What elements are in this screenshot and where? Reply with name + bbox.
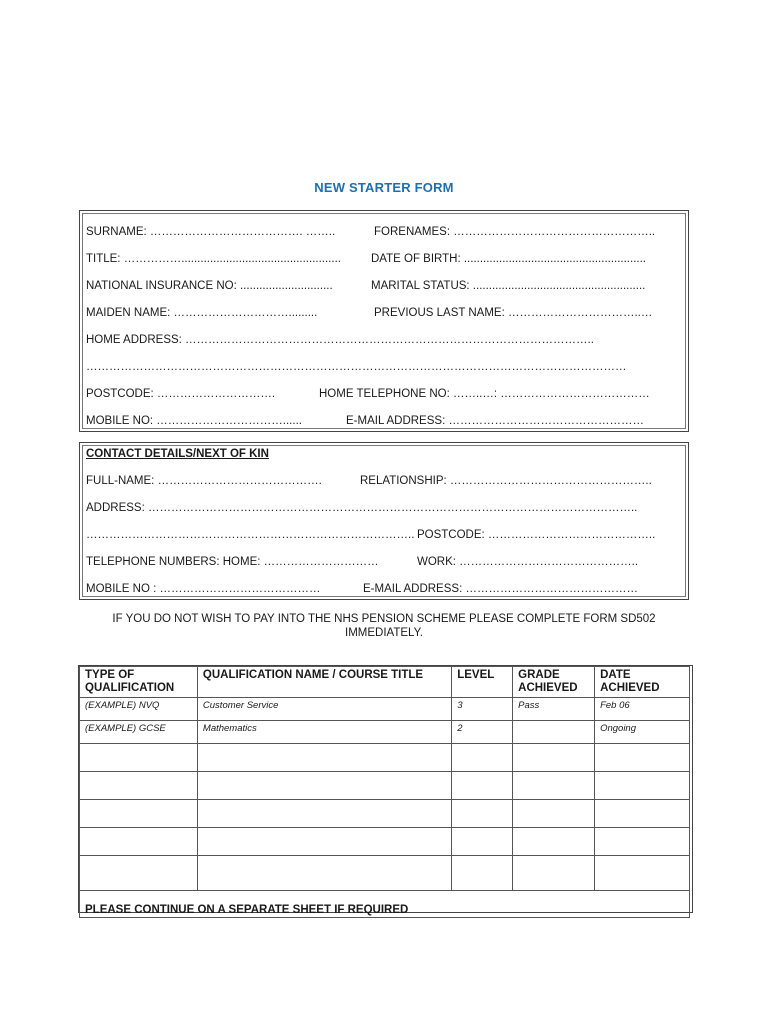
home-telephone-field[interactable]: HOME TELEPHONE NO: ……..…: …………………………………: [319, 388, 650, 400]
cell-name[interactable]: [197, 800, 451, 828]
cell-grade[interactable]: Pass: [513, 698, 595, 721]
kin-mobile-field[interactable]: MOBILE NO : ……………………………………: [86, 583, 321, 595]
cell-type[interactable]: [80, 828, 198, 856]
cell-level[interactable]: [452, 772, 513, 800]
national-insurance-field[interactable]: NATIONAL INSURANCE NO: .............................: [86, 280, 333, 292]
surname-field[interactable]: SURNAME: …………………………………. ……..: [86, 226, 336, 238]
kin-telephone-work-field[interactable]: WORK: ………………………………………..: [417, 556, 639, 568]
kin-telephone-home-field[interactable]: TELEPHONE NUMBERS: HOME: …………………………: [86, 556, 379, 568]
cell-name[interactable]: [197, 744, 451, 772]
cell-name[interactable]: Mathematics: [197, 721, 451, 744]
cell-type[interactable]: [80, 856, 198, 891]
mobile-field[interactable]: MOBILE NO: ……………………………......: [86, 415, 302, 427]
next-of-kin-section: [79, 442, 689, 600]
email-field[interactable]: E-MAIL ADDRESS: ……………………………………………: [346, 415, 644, 427]
header-name: QUALIFICATION NAME / COURSE TITLE: [197, 667, 451, 698]
previous-last-name-field[interactable]: PREVIOUS LAST NAME: ……………………………..…: [374, 307, 653, 319]
pension-note-line1: IF YOU DO NOT WISH TO PAY INTO THE NHS PENSION SCHEME PLEASE COMPLETE FORM SD502: [112, 613, 656, 625]
cell-date[interactable]: Feb 06: [595, 698, 690, 721]
cell-date[interactable]: Ongoing: [595, 721, 690, 744]
cell-type[interactable]: [80, 744, 198, 772]
header-grade: GRADE ACHIEVED: [513, 667, 595, 698]
table-footer-row: [80, 891, 690, 918]
cell-name[interactable]: Customer Service: [197, 698, 451, 721]
cell-name[interactable]: [197, 856, 451, 891]
table-row: [80, 800, 690, 828]
header-level: LEVEL: [452, 667, 513, 698]
cell-grade[interactable]: [513, 828, 595, 856]
cell-level[interactable]: 3: [452, 698, 513, 721]
marital-status-field[interactable]: MARITAL STATUS: ......................................................: [371, 280, 646, 292]
table-row: [80, 772, 690, 800]
table-row: [80, 856, 690, 891]
kin-address-field[interactable]: ADDRESS: ………………………………………………………………………………………………………………..: [86, 502, 638, 514]
home-address-field[interactable]: HOME ADDRESS: ……………………………………………………………………………………………..: [86, 334, 594, 346]
forenames-field[interactable]: FORENAMES: ……………………………………………..: [374, 226, 656, 238]
kin-relationship-field[interactable]: RELATIONSHIP: ……………………………………………..: [360, 475, 652, 487]
cell-name[interactable]: [197, 828, 451, 856]
cell-type[interactable]: (EXAMPLE) GCSE: [80, 721, 198, 744]
continue-note: PLEASE CONTINUE ON A SEPARATE SHEET IF REQUIRED: [80, 891, 690, 918]
personal-details-section: [79, 210, 689, 432]
cell-level[interactable]: [452, 856, 513, 891]
qualifications-header-row: [80, 667, 690, 698]
kin-heading: CONTACT DETAILS/NEXT OF KIN: [86, 448, 269, 460]
pension-note-line2: IMMEDIATELY.: [345, 627, 423, 639]
title-field[interactable]: TITLE: ……………..................................................: [86, 253, 341, 265]
cell-date[interactable]: [595, 772, 690, 800]
cell-grade[interactable]: [513, 856, 595, 891]
table-row: [80, 828, 690, 856]
cell-date[interactable]: [595, 828, 690, 856]
table-row: [80, 698, 690, 721]
header-type: TYPE OF QUALIFICATION: [80, 667, 198, 698]
kin-email-field[interactable]: E-MAIL ADDRESS: ………………………………………: [363, 583, 638, 595]
cell-type[interactable]: [80, 800, 198, 828]
cell-level[interactable]: 2: [452, 721, 513, 744]
table-row: [80, 721, 690, 744]
kin-postcode-field[interactable]: POSTCODE: ……………………………………..: [417, 529, 656, 541]
table-row: [80, 744, 690, 772]
cell-grade[interactable]: [513, 800, 595, 828]
kin-fullname-field[interactable]: FULL-NAME: …………………………………….: [86, 475, 322, 487]
cell-level[interactable]: [452, 744, 513, 772]
cell-date[interactable]: [595, 744, 690, 772]
cell-date[interactable]: [595, 800, 690, 828]
date-of-birth-field[interactable]: DATE OF BIRTH: .........................................................: [371, 253, 646, 265]
header-date: DATE ACHIEVED: [595, 667, 690, 698]
maiden-name-field[interactable]: MAIDEN NAME: ………………………….........: [86, 307, 318, 319]
cell-name[interactable]: [197, 772, 451, 800]
qualifications-table: [79, 666, 690, 918]
pension-note: [80, 612, 688, 640]
postcode-field[interactable]: POSTCODE: ………………………….: [86, 388, 276, 400]
cell-level[interactable]: [452, 828, 513, 856]
cell-grade[interactable]: [513, 744, 595, 772]
form-title: NEW STARTER FORM: [314, 180, 454, 195]
cell-date[interactable]: [595, 856, 690, 891]
cell-level[interactable]: [452, 800, 513, 828]
cell-grade[interactable]: [513, 772, 595, 800]
cell-grade[interactable]: [513, 721, 595, 744]
cell-type[interactable]: [80, 772, 198, 800]
home-address-line2-field[interactable]: ……………………………………………………………………………………………………………………………: [86, 361, 627, 373]
kin-address-line2-field[interactable]: …………………………………………………………………………..: [86, 529, 415, 541]
cell-type[interactable]: (EXAMPLE) NVQ: [80, 698, 198, 721]
